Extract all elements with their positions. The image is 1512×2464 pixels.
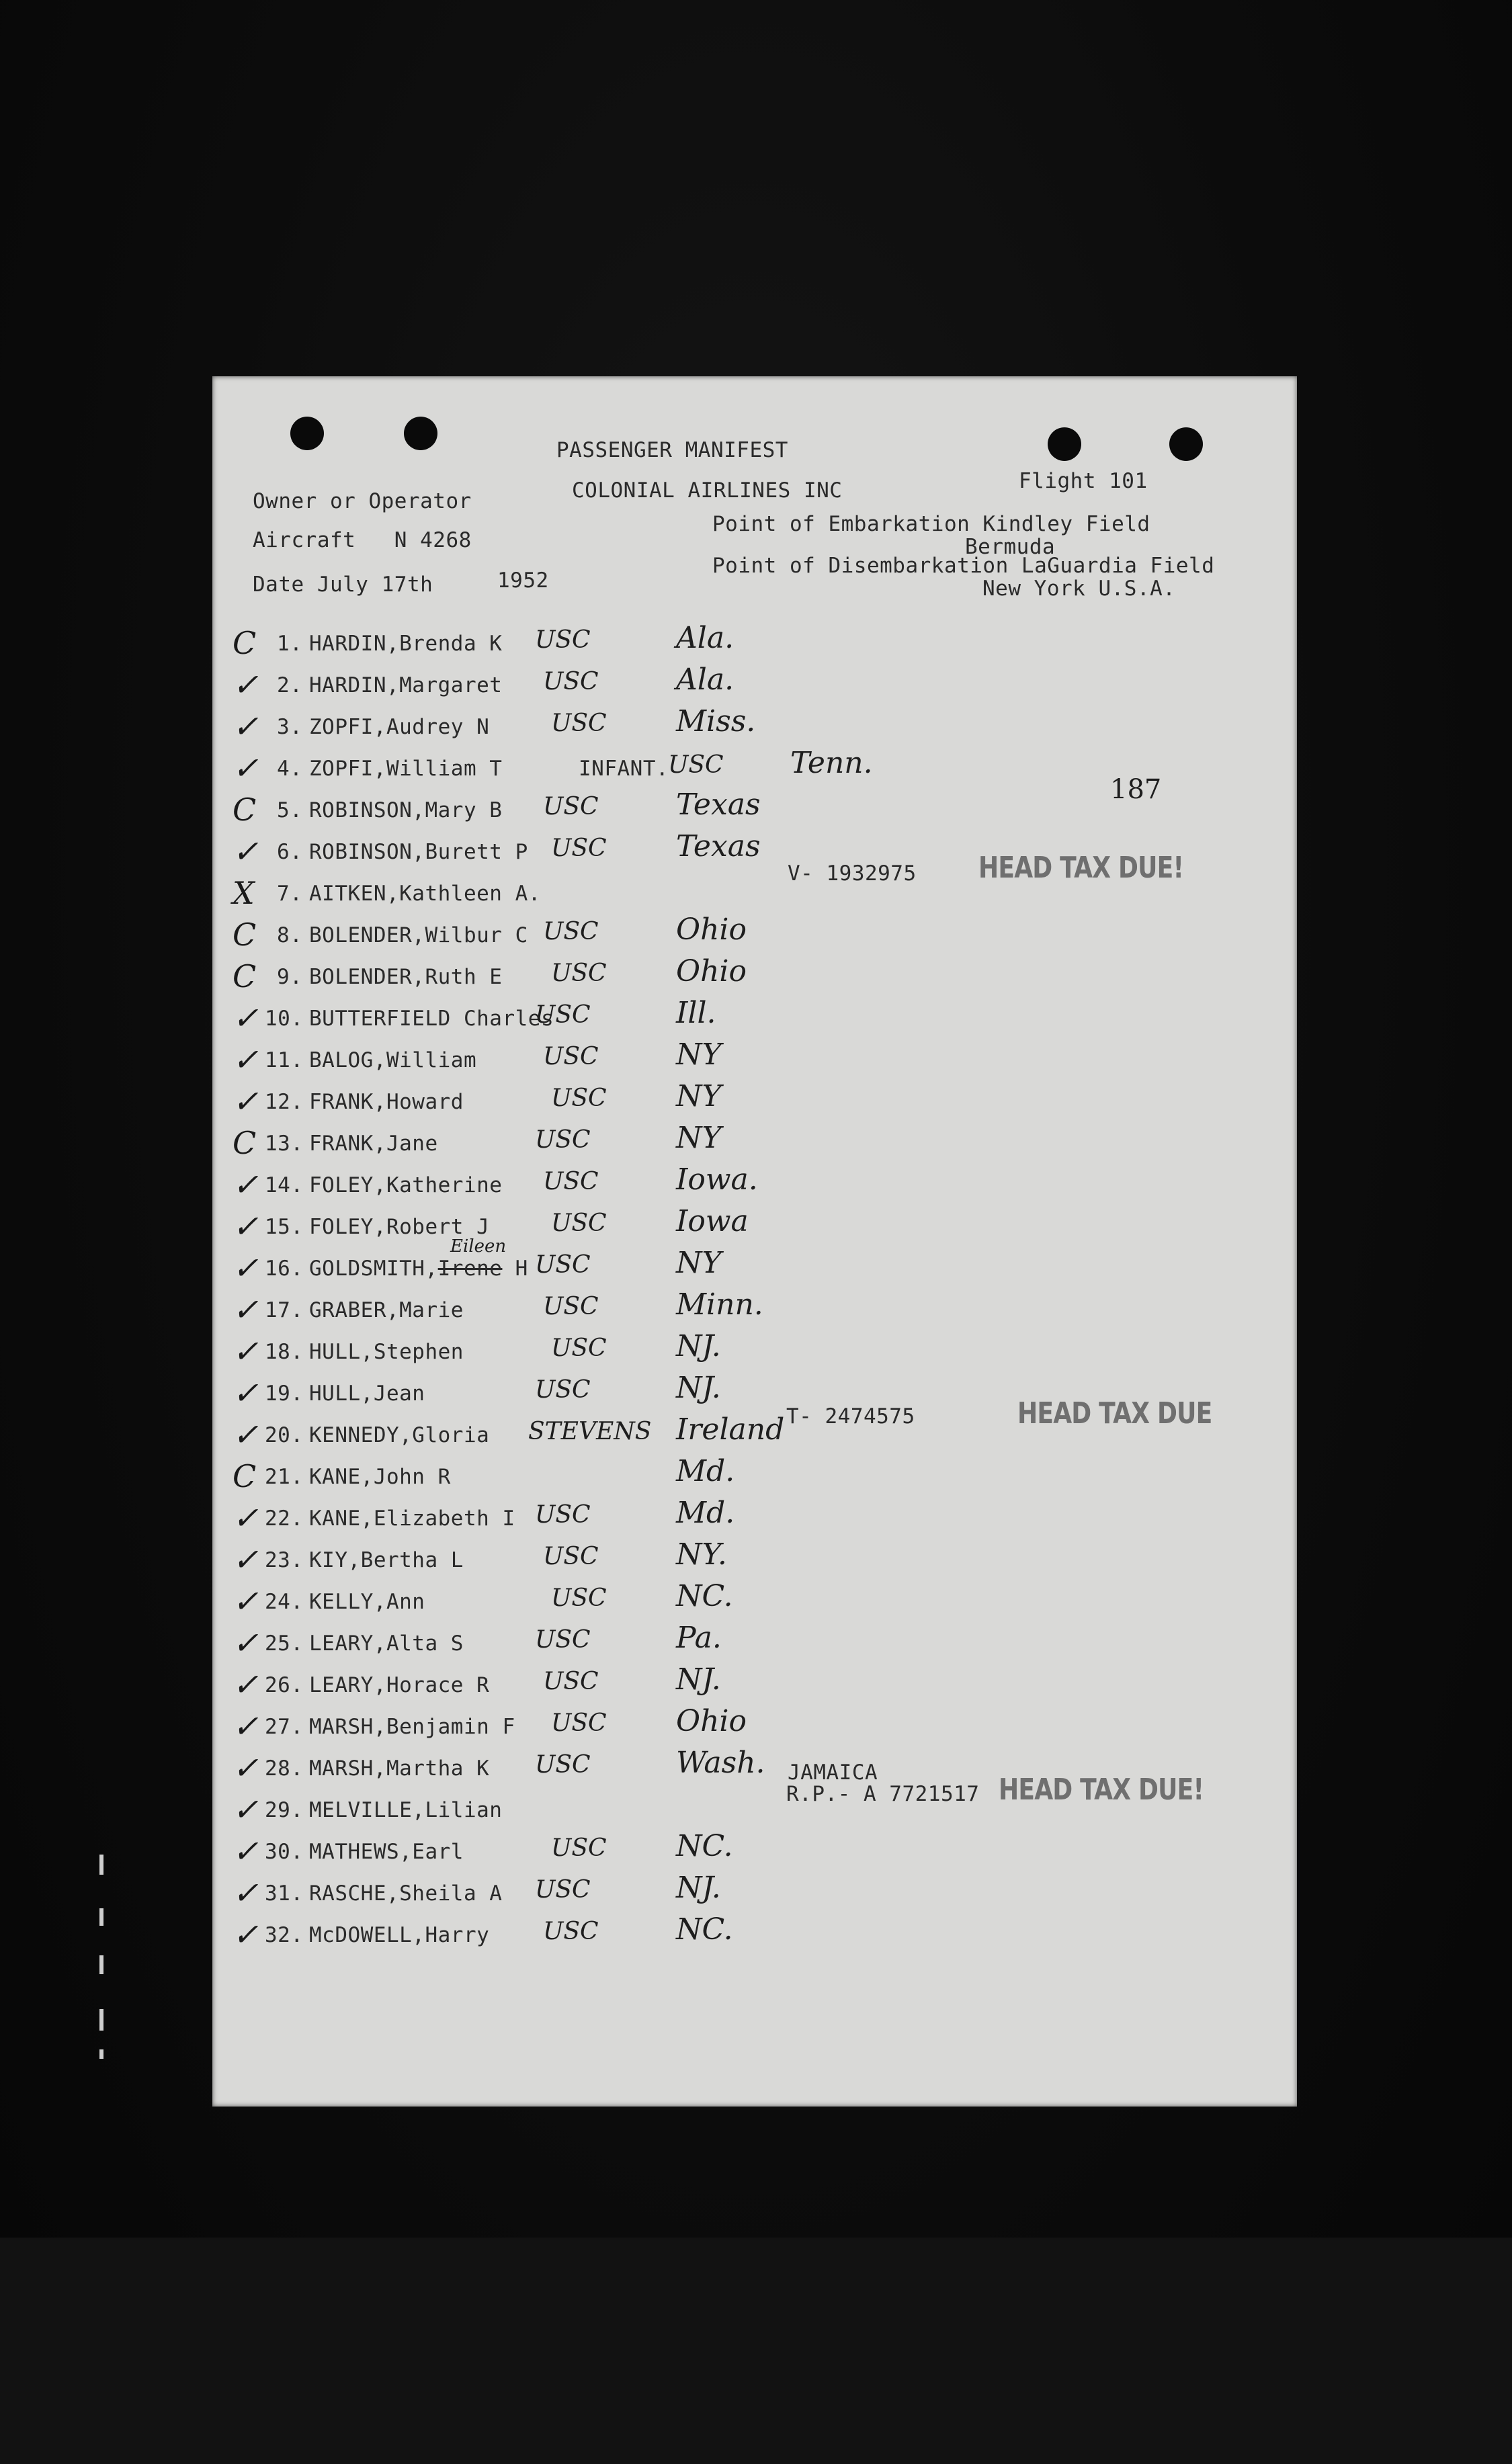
check-mark: ✓ [233, 1583, 259, 1619]
residence-note: Ohio [676, 1704, 747, 1738]
residence-note: NY [676, 1246, 722, 1280]
citizenship-note: USC [535, 1626, 591, 1654]
passenger-number: 15. [265, 1215, 304, 1239]
residence-note: Md. [676, 1454, 735, 1488]
check-mark: ✓ [233, 1042, 259, 1078]
residence-note: Ireland [676, 1412, 785, 1447]
punch-hole [404, 417, 437, 450]
visa-number-20: T- 2474575 [786, 1404, 915, 1429]
residence-note: Minn. [676, 1287, 763, 1322]
residence-note: NY. [676, 1537, 727, 1572]
citizenship-note: USC [543, 918, 599, 945]
residence-note: NJ. [676, 1871, 721, 1905]
citizenship-note: USC [535, 1751, 591, 1779]
embarkation-place: Bermuda [965, 535, 1056, 559]
rp-number-29: R.P.- A 7721517 [786, 1782, 980, 1806]
passenger-name: BOLENDER,Ruth E [309, 965, 503, 989]
passenger-number: 13. [265, 1132, 304, 1156]
passenger-number: 22. [265, 1506, 304, 1531]
passenger-name: MARSH,Benjamin F [309, 1715, 515, 1739]
passenger-name: KIY,Bertha L [309, 1548, 464, 1572]
citizenship-note: USC [551, 710, 607, 737]
passenger-number: 31. [265, 1881, 304, 1906]
aircraft-line: Aircraft N 4268 [253, 528, 472, 552]
passenger-name: HULL,Jean [309, 1382, 425, 1406]
passenger-name: ZOPFI,William T [309, 757, 503, 781]
check-mark: C [233, 958, 257, 994]
residence-note: Miss. [676, 704, 756, 738]
residence-note: Md. [676, 1496, 735, 1530]
passenger-number: 24. [265, 1590, 304, 1614]
residence-note: NJ. [676, 1371, 721, 1405]
passenger-number: 8. [277, 923, 303, 947]
passenger-number: 2. [277, 673, 303, 697]
citizenship-note: USC [551, 1085, 607, 1112]
passenger-number: 14. [265, 1173, 304, 1197]
passenger-number: 16. [265, 1257, 304, 1281]
passenger-number: 25. [265, 1631, 304, 1656]
residence-note: Iowa [676, 1204, 749, 1238]
disembarkation-line: Point of Disembarkation LaGuardia Field [712, 554, 1215, 578]
passenger-name: KANE,John R [309, 1465, 451, 1489]
passenger-number: 1. [277, 632, 303, 656]
passenger-note: INFANT. [579, 757, 669, 781]
citizenship-note: USC [535, 1001, 591, 1029]
passenger-name: FOLEY,Katherine [309, 1173, 503, 1197]
passenger-name: ZOPFI,Audrey N [309, 715, 490, 739]
residence-note: Tenn. [790, 746, 873, 780]
head-tax-stamp-29: HEAD TAX DUE! [999, 1773, 1204, 1807]
citizenship-note: USC [551, 1584, 607, 1612]
passenger-number: 6. [277, 840, 303, 864]
check-mark: C [233, 792, 257, 828]
check-mark: ✓ [233, 1791, 259, 1828]
residence-note: Ala. [676, 621, 734, 655]
check-mark: ✓ [233, 1375, 259, 1411]
passenger-name: ROBINSON,Burett P [309, 840, 528, 864]
residence-note: Wash. [676, 1746, 765, 1780]
citizenship-note: STEVENS [528, 1418, 652, 1445]
passenger-number: 4. [277, 757, 303, 781]
check-mark: ✓ [233, 1500, 259, 1536]
airline-name: COLONIAL AIRLINES INC [572, 478, 843, 503]
check-mark: ✓ [233, 750, 259, 786]
passenger-name: BOLENDER,Wilbur C [309, 923, 528, 947]
manifest-title: PASSENGER MANIFEST [556, 438, 788, 462]
passenger-name: MARSH,Martha K [309, 1756, 490, 1781]
check-mark: ✓ [233, 1875, 259, 1911]
residence-note: Texas [676, 788, 761, 822]
passenger-number: 7. [277, 882, 303, 906]
residence-note: Ill. [676, 996, 716, 1030]
passenger-number: 30. [265, 1840, 304, 1864]
disembarkation-place: New York U.S.A. [982, 577, 1176, 601]
citizenship-note: USC [551, 960, 607, 987]
check-mark: ✓ [233, 1625, 259, 1661]
head-tax-stamp-7: HEAD TAX DUE! [978, 851, 1184, 885]
citizenship-note: USC [551, 1334, 607, 1362]
check-mark: ✓ [233, 1333, 259, 1369]
citizenship-note: USC [535, 626, 591, 654]
year: 1952 [497, 568, 549, 593]
passenger-number: 17. [265, 1298, 304, 1322]
passenger-name: FRANK,Jane [309, 1132, 438, 1156]
passenger-name: BALOG,William [309, 1048, 477, 1072]
residence-note: NY [676, 1079, 722, 1113]
scan-bottom-band [0, 2238, 1512, 2464]
passenger-name: BUTTERFIELD Charles [309, 1007, 554, 1031]
passenger-number: 21. [265, 1465, 304, 1489]
passenger-number: 9. [277, 965, 303, 989]
check-mark: ✓ [233, 1291, 259, 1328]
passenger-name: FRANK,Howard [309, 1090, 464, 1114]
check-mark: ✓ [233, 1166, 259, 1203]
passenger-name: RASCHE,Sheila A [309, 1881, 503, 1906]
passenger-number: 26. [265, 1673, 304, 1697]
citizenship-note: USC [543, 1293, 599, 1320]
passenger-name: KANE,Elizabeth I [309, 1506, 515, 1531]
residence-note: NJ. [676, 1329, 721, 1363]
passenger-number: 10. [265, 1007, 304, 1031]
flight-number: Flight 101 [1019, 469, 1148, 493]
passenger-name: AITKEN,Kathleen A. [309, 882, 541, 906]
passenger-number: 18. [265, 1340, 304, 1364]
citizenship-note: USC [543, 668, 599, 695]
check-mark: X [233, 875, 255, 911]
passenger-number: 12. [265, 1090, 304, 1114]
citizenship-note: USC [535, 1251, 591, 1279]
residence-note: Ohio [676, 912, 747, 947]
check-mark: ✓ [233, 708, 259, 745]
check-mark: ✓ [233, 1208, 259, 1244]
citizenship-note: USC [551, 1709, 607, 1737]
check-mark: ✓ [233, 667, 259, 703]
citizenship-note: USC [543, 1043, 599, 1070]
passenger-number: 3. [277, 715, 303, 739]
passenger-name: HULL,Stephen [309, 1340, 464, 1364]
check-mark: ✓ [233, 1750, 259, 1786]
passenger-name: HARDIN,Margaret [309, 673, 503, 697]
check-mark: C [233, 1125, 257, 1161]
check-mark: ✓ [233, 1833, 259, 1869]
passenger-name: McDOWELL,Harry [309, 1923, 490, 1947]
visa-number-7: V- 1932975 [788, 861, 917, 886]
check-mark: ✓ [233, 1708, 259, 1744]
embarkation-line: Point of Embarkation Kindley Field [712, 512, 1150, 536]
citizenship-note: USC [551, 835, 607, 862]
residence-note: Ala. [676, 663, 734, 697]
check-mark: ✓ [233, 1416, 259, 1453]
residence-note: Iowa. [676, 1162, 758, 1197]
check-mark: ✓ [233, 1083, 259, 1119]
passenger-number: 29. [265, 1798, 304, 1822]
head-tax-stamp-20: HEAD TAX DUE [1017, 1396, 1212, 1431]
residence-note: NC. [676, 1829, 733, 1863]
check-mark: ✓ [233, 1666, 259, 1703]
citizenship-note: USC [543, 1543, 599, 1570]
check-mark: C [233, 1458, 257, 1494]
passenger-number: 11. [265, 1048, 304, 1072]
page-number: 187 [1110, 774, 1162, 805]
residence-note: NJ. [676, 1662, 721, 1697]
country-29: JAMAICA [788, 1760, 878, 1785]
citizenship-note: USC [535, 1376, 591, 1404]
name-suffix: H [502, 1257, 528, 1281]
passenger-name: FOLEY,Robert J [309, 1215, 490, 1239]
citizenship-note: USC [543, 1668, 599, 1695]
name-prefix: GOLDSMITH, [309, 1257, 438, 1281]
citizenship-note: USC [543, 793, 599, 820]
citizenship-note: USC [535, 1876, 591, 1904]
residence-note: Pa. [676, 1621, 722, 1655]
passenger-name: GRABER,Marie [309, 1298, 464, 1322]
passenger-name: LEARY,Alta S [309, 1631, 464, 1656]
passenger-name: HARDIN,Brenda K [309, 632, 503, 656]
citizenship-note: USC [535, 1126, 591, 1154]
check-mark: ✓ [233, 833, 259, 869]
residence-note: NY [676, 1121, 722, 1155]
check-mark: C [233, 917, 257, 953]
check-mark: C [233, 625, 257, 661]
citizenship-note: USC [668, 751, 724, 779]
residence-note: Texas [676, 829, 761, 863]
punch-hole [1169, 427, 1203, 461]
passenger-name: KENNEDY,Gloria [309, 1423, 490, 1447]
residence-note: NC. [676, 1912, 733, 1947]
check-mark: ✓ [233, 1250, 259, 1286]
passenger-name: KELLY,Ann [309, 1590, 425, 1614]
film-edge-marks [94, 1855, 110, 2063]
citizenship-note: USC [551, 1834, 607, 1862]
citizenship-note: USC [535, 1501, 591, 1529]
passenger-name [309, 1257, 528, 1281]
passenger-number: 32. [265, 1923, 304, 1947]
passenger-name: MATHEWS,Earl [309, 1840, 464, 1864]
residence-note: Ohio [676, 954, 747, 988]
passenger-number: 19. [265, 1382, 304, 1406]
check-mark: ✓ [233, 1541, 259, 1578]
passenger-number: 5. [277, 798, 303, 822]
punch-hole [290, 417, 324, 450]
citizenship-note: USC [543, 1168, 599, 1195]
passenger-number: 27. [265, 1715, 304, 1739]
name-struck: Irene [437, 1257, 503, 1281]
passenger-name: LEARY,Horace R [309, 1673, 490, 1697]
residence-note: NY [676, 1037, 722, 1072]
passenger-number: 23. [265, 1548, 304, 1572]
check-mark: ✓ [233, 1916, 259, 1953]
date-line: Date July 17th [253, 572, 433, 597]
manifest-page [212, 376, 1297, 2107]
citizenship-note: USC [543, 1918, 599, 1945]
passenger-name: ROBINSON,Mary B [309, 798, 503, 822]
name-insertion: Eileen [450, 1236, 507, 1257]
punch-hole [1048, 427, 1081, 461]
passenger-number: 20. [265, 1423, 304, 1447]
citizenship-note: USC [551, 1209, 607, 1237]
owner-label: Owner or Operator [253, 489, 472, 513]
passenger-number: 28. [265, 1756, 304, 1781]
check-mark: ✓ [233, 1000, 259, 1036]
passenger-name: MELVILLE,Lilian [309, 1798, 503, 1822]
residence-note: NC. [676, 1579, 733, 1613]
